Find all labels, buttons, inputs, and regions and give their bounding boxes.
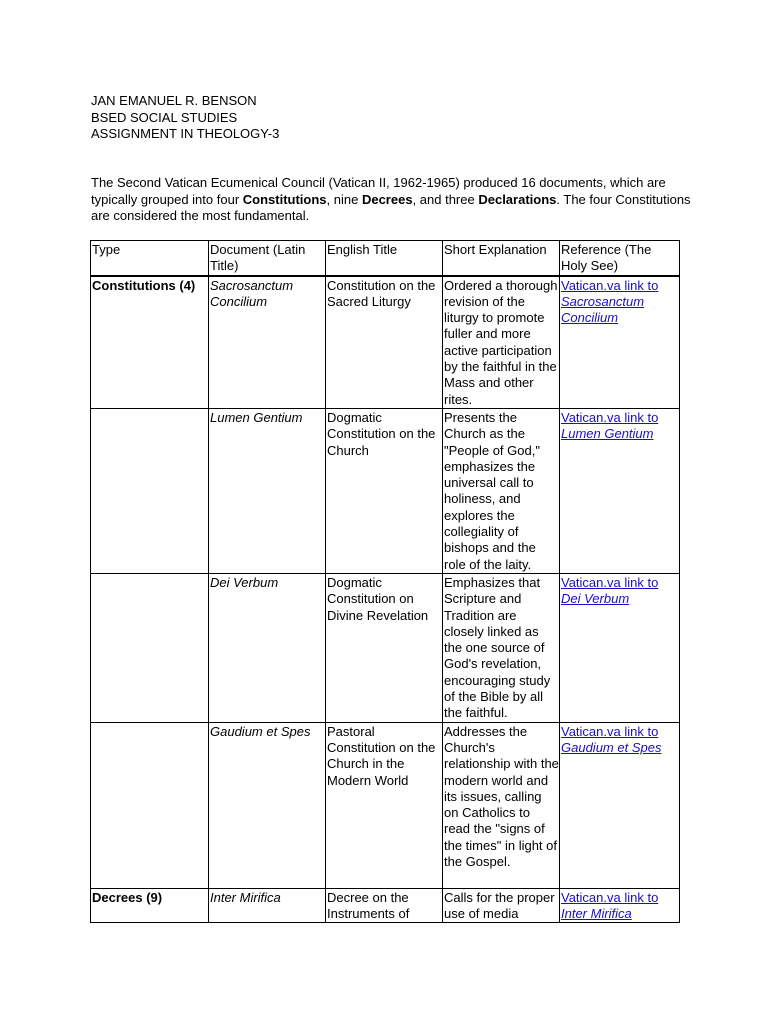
intro-paragraph	[91, 175, 691, 225]
reference-cell	[560, 573, 680, 722]
type-cell: Decrees (9)	[91, 888, 209, 923]
reference-link[interactable]	[561, 410, 658, 441]
author-name: JAN EMANUEL R. BENSON	[91, 93, 257, 108]
type-cell	[91, 408, 209, 573]
reference-link[interactable]	[561, 724, 661, 755]
explanation-cell: Presents the Church as the "People of God," emphasizes the universal call to holiness, and explores the collegiality of bishops and the role of the laity.	[443, 408, 560, 573]
column-header: Short Explanation	[443, 241, 560, 276]
reference-cell	[560, 888, 680, 923]
table-row	[91, 276, 680, 409]
type-cell	[91, 573, 209, 722]
intro-text-4: . The four Constitutions are considered the most fundamental.	[91, 191, 691, 223]
explanation-cell: Emphasizes that Scripture and Tradition are closely linked as the one source of God's revelation, encouraging study of the Bible by all the faithful.	[443, 573, 560, 722]
documents-table	[90, 240, 680, 923]
latin-title-cell: Lumen Gentium	[209, 408, 326, 573]
explanation-cell: Calls for the proper use of media	[443, 888, 560, 923]
table-header-row	[91, 241, 680, 276]
reference-link[interactable]	[561, 575, 658, 606]
reference-link-doc: Lumen Gentium	[561, 426, 654, 442]
latin-title-cell: Dei Verbum	[209, 573, 326, 722]
intro-text-1: The Second Vatican Ecumenical Council (Vatican II, 1962-1965) produced 16 documents, which are typically grouped into four	[91, 175, 666, 207]
latin-title-cell: Sacrosanctum Concilium	[209, 276, 326, 409]
assignment-title: ASSIGNMENT IN THEOLOGY-3	[91, 126, 280, 141]
column-header: Document (Latin Title)	[209, 241, 326, 276]
reference-cell	[560, 276, 680, 409]
english-title-cell: Constitution on the Sacred Liturgy	[326, 276, 443, 409]
column-header: Type	[91, 241, 209, 276]
intro-bold-declarations: Declarations	[478, 191, 557, 207]
latin-title-cell: Gaudium et Spes	[209, 722, 326, 888]
document-header	[91, 93, 279, 143]
course-name: BSED SOCIAL STUDIES	[91, 109, 238, 125]
reference-link-doc: Inter Mirifica	[561, 905, 632, 921]
english-title-cell: Dogmatic Constitution on the Church	[326, 408, 443, 573]
intro-text-2: , nine	[326, 191, 362, 207]
reference-cell	[560, 722, 680, 888]
intro-bold-constitutions: Constitutions	[242, 191, 327, 207]
reference-link-prefix: Vatican.va link to	[561, 409, 659, 425]
column-header: Reference (The Holy See)	[560, 241, 680, 276]
reference-cell	[560, 408, 680, 573]
explanation-cell: Addresses the Church's relationship with the modern world and its issues, calling on Catholics to read the "signs of the times" in light of the Gospel.	[443, 722, 560, 888]
table-row	[91, 888, 680, 923]
intro-bold-decrees: Decrees	[361, 191, 413, 207]
table-row	[91, 722, 680, 888]
reference-link[interactable]	[561, 890, 658, 921]
reference-link-prefix: Vatican.va link to	[561, 889, 659, 905]
english-title-cell: Dogmatic Constitution on Divine Revelation	[326, 573, 443, 722]
intro-text-3: , and three	[412, 191, 479, 207]
type-cell	[91, 722, 209, 888]
reference-link-doc: Dei Verbum	[561, 591, 630, 607]
latin-title-cell: Inter Mirifica	[209, 888, 326, 923]
english-title-cell: Pastoral Constitution on the Church in the Modern World	[326, 722, 443, 888]
table-row	[91, 408, 680, 573]
english-title-cell: Decree on the Instruments of	[326, 888, 443, 923]
reference-link-doc: Gaudium et Spes	[561, 739, 662, 755]
reference-link-prefix: Vatican.va link to	[561, 277, 659, 293]
explanation-cell: Ordered a thorough revision of the liturgy to promote fuller and more active participation by the faithful in the Mass and other rites.	[443, 276, 560, 409]
reference-link[interactable]	[561, 278, 658, 326]
type-cell: Constitutions (4)	[91, 276, 209, 409]
table-row	[91, 573, 680, 722]
column-header: English Title	[326, 241, 443, 276]
reference-link-prefix: Vatican.va link to	[561, 723, 659, 739]
reference-link-prefix: Vatican.va link to	[561, 574, 659, 590]
reference-link-doc: Sacrosanctum Concilium	[561, 293, 645, 326]
